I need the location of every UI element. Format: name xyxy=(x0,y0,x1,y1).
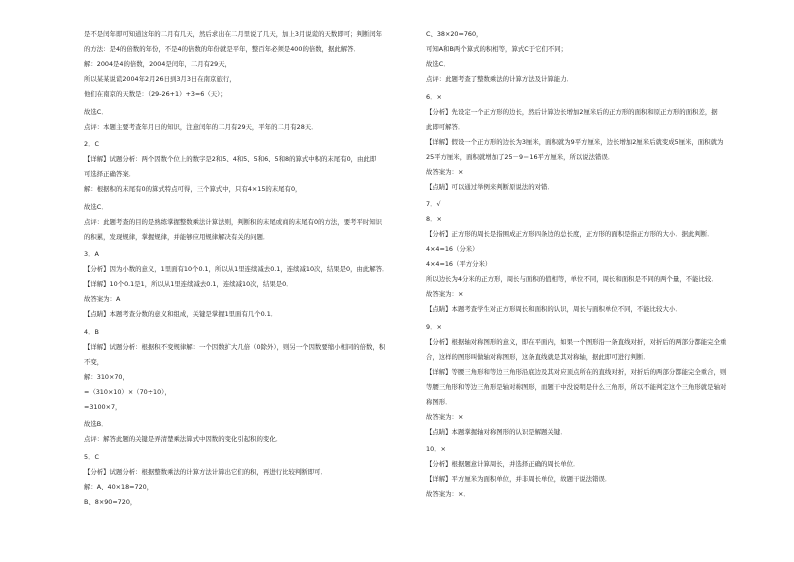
text-line: 解：2004是4的倍数，2004是闰年，二月有29天， xyxy=(84,60,231,68)
text-line: =3100×7， xyxy=(84,402,122,411)
text-line: 【分析】正方形的周长是指围成正方形四条边的总长度，正方形的面积是指正方形的大小．据此判断． xyxy=(426,230,714,238)
text-line: 【详解】试题分析：两个因数个位上的数字是2和5、4和5、5和6、5和8的算式中积的末尾有0，由此即 xyxy=(84,155,377,163)
text-line: 2．C xyxy=(84,140,99,148)
text-line: =（310×10）×（70÷10）， xyxy=(84,387,171,396)
text-line: 9．× xyxy=(426,322,442,331)
text-line: C、38×20=760， xyxy=(426,30,483,38)
text-line: 【详解】等腰三角形和等边三角形沿底边及其对应顶点所在的直线对折，对折后的两部分都能完全重合，则 xyxy=(426,367,727,376)
text-line: 点评：此题考查的目的是熟练掌握整数乘法计算法则，判断积的末尾或商的末尾有0的方法，要考平时知识 xyxy=(84,217,383,226)
text-line: 可选择正确答案． xyxy=(84,170,136,178)
text-line: 【分析】试题分析：根据整数乘法的计算方法计算出它们的积，再进行比较判断即可． xyxy=(84,467,327,476)
text-line: 等腰三角形和等边三角形是轴对称图形，而题干中没说明是什么三角形，所以不能判定这个三角形就是轴对 xyxy=(426,382,727,391)
text-line: 所以某某说谎2004年2月26日到3月3日在南京旅行， xyxy=(84,75,236,83)
text-line: 故选B． xyxy=(84,420,108,428)
text-line: 【点睛】本题考查学生对正方形周长和面积的认识，周长与面积单位不同，不能比较大小． xyxy=(426,305,682,313)
text-line: 称图形． xyxy=(426,397,452,406)
text-line: 的积累，发现规律，掌握规律，并能够应用规律解决有关的问题． xyxy=(84,232,270,241)
text-line: 【详解】试题分析：根据积不变规律解：一个因数扩大几倍（0除外），则另一个因数要缩小相同的倍数，积 xyxy=(84,342,386,351)
text-line: 此即可解答． xyxy=(426,122,465,131)
text-line: 【分析】根据轴对称图形的意义，即在平面内，如果一个图形沿一条直线对折，对折后的两部分都能完全重 xyxy=(426,337,727,346)
text-line: 故选C． xyxy=(426,60,450,68)
text-line: 所以边长为4分米的正方形，周长与面积的值相等，单位不同，周长和面积是不同的两个量，不能比较． xyxy=(426,275,718,283)
text-line: 25平方厘米，面积就增加了25－9＝16平方厘米，所以说法错误． xyxy=(426,152,615,161)
text-line: 不变， xyxy=(84,357,104,366)
text-line: 合，这样的图形叫做轴对称图形，这条直线就是其对称轴，据此即可进行判断． xyxy=(426,352,650,361)
text-line: 故答案为：×． xyxy=(426,490,470,498)
text-line: 【分析】因为小数的意义，1里面有10个0.1，所以从1里连续减去0.1，连续减10次，结果是0，由此解答． xyxy=(84,265,389,273)
text-line: B、8×90=720， xyxy=(84,497,137,506)
text-line: 3．A xyxy=(84,250,99,258)
text-line: 8．× xyxy=(426,215,442,223)
text-line: 点评：解答此题的关键是弄清楚乘法算式中因数的变化引起积的变化． xyxy=(84,435,283,443)
text-line: 故答案为：× xyxy=(426,290,464,298)
text-line: 【分析】先设定一个正方形的边长，然后计算边长增加2厘米后的正方形的面积和原正方形的面积差，据 xyxy=(426,107,718,116)
text-line: 他们在南京的天数是：（29-26+1）+3=6（天）； xyxy=(84,90,227,98)
text-line: 4×4=16（分米） xyxy=(426,245,479,253)
text-line: 【详解】平方厘米为面积单位，并非周长单位，故题干说法错误． xyxy=(426,475,612,483)
text-line: 7．√ xyxy=(426,200,441,208)
text-line: 故答案为：A xyxy=(84,295,121,303)
text-line: 解：310×70， xyxy=(84,372,129,381)
text-line: 解：根据积的末尾有0的算式特点可得，三个算式中，只有4×15的末尾有0， xyxy=(84,185,302,193)
text-line: 是不是闰年即可知道这年的二月有几天，然后求出在二月里说了几天，加上3月说谎的天数即可；判断闰年 xyxy=(84,30,383,38)
text-line: 【点睛】本题考查分数的意义和组成，关键是掌握1里面有几个0.1． xyxy=(84,310,278,318)
text-line: 故答案为：× xyxy=(426,412,464,421)
text-line: 4×4=16（平方分米） xyxy=(426,260,492,268)
text-line: 10．× xyxy=(426,445,446,453)
text-line: 点评：此题考查了整数乘法的计算方法及计算能力． xyxy=(426,75,573,83)
text-line: 解：A、40×18=720， xyxy=(84,482,154,491)
text-line: 【点睛】本题掌握轴对称图形的认识是解题关键． xyxy=(426,427,567,436)
right-column xyxy=(426,30,768,505)
text-line: 【详解】假设一个正方形的边长为3厘米，面积就为9平方厘米，边长增加2厘米后就变成5厘米，面积就为 xyxy=(426,137,724,146)
text-line: 故选C． xyxy=(84,107,108,116)
text-line: 的方法：是4的倍数的年份，不是4的倍数的年份就是平年，整百年必须是400的倍数，据此解答． xyxy=(84,45,360,53)
text-line: 【分析】根据题意计算周长，并选择正确的周长单位． xyxy=(426,460,580,468)
left-column xyxy=(84,30,426,513)
text-line: 故答案为：× xyxy=(426,167,464,176)
text-line: 5．C xyxy=(84,452,99,461)
text-line: 4．B xyxy=(84,327,99,336)
text-line: 【详解】10个0.1是1，所以从1里连续减去0.1，连续减10次，结果是0． xyxy=(84,280,293,288)
text-line: 故选C． xyxy=(84,202,108,211)
text-line: 6．× xyxy=(426,92,442,101)
text-line: 可知A和B两个算式的积相等，算式C于它们不同； xyxy=(426,45,568,53)
text-line: 【点睛】可以通过举例来判断原说法的对错． xyxy=(426,182,554,191)
text-line: 点评：本题主要考查年月日的知识，注意闰年的二月有29天，平年的二月有28天． xyxy=(84,122,318,131)
